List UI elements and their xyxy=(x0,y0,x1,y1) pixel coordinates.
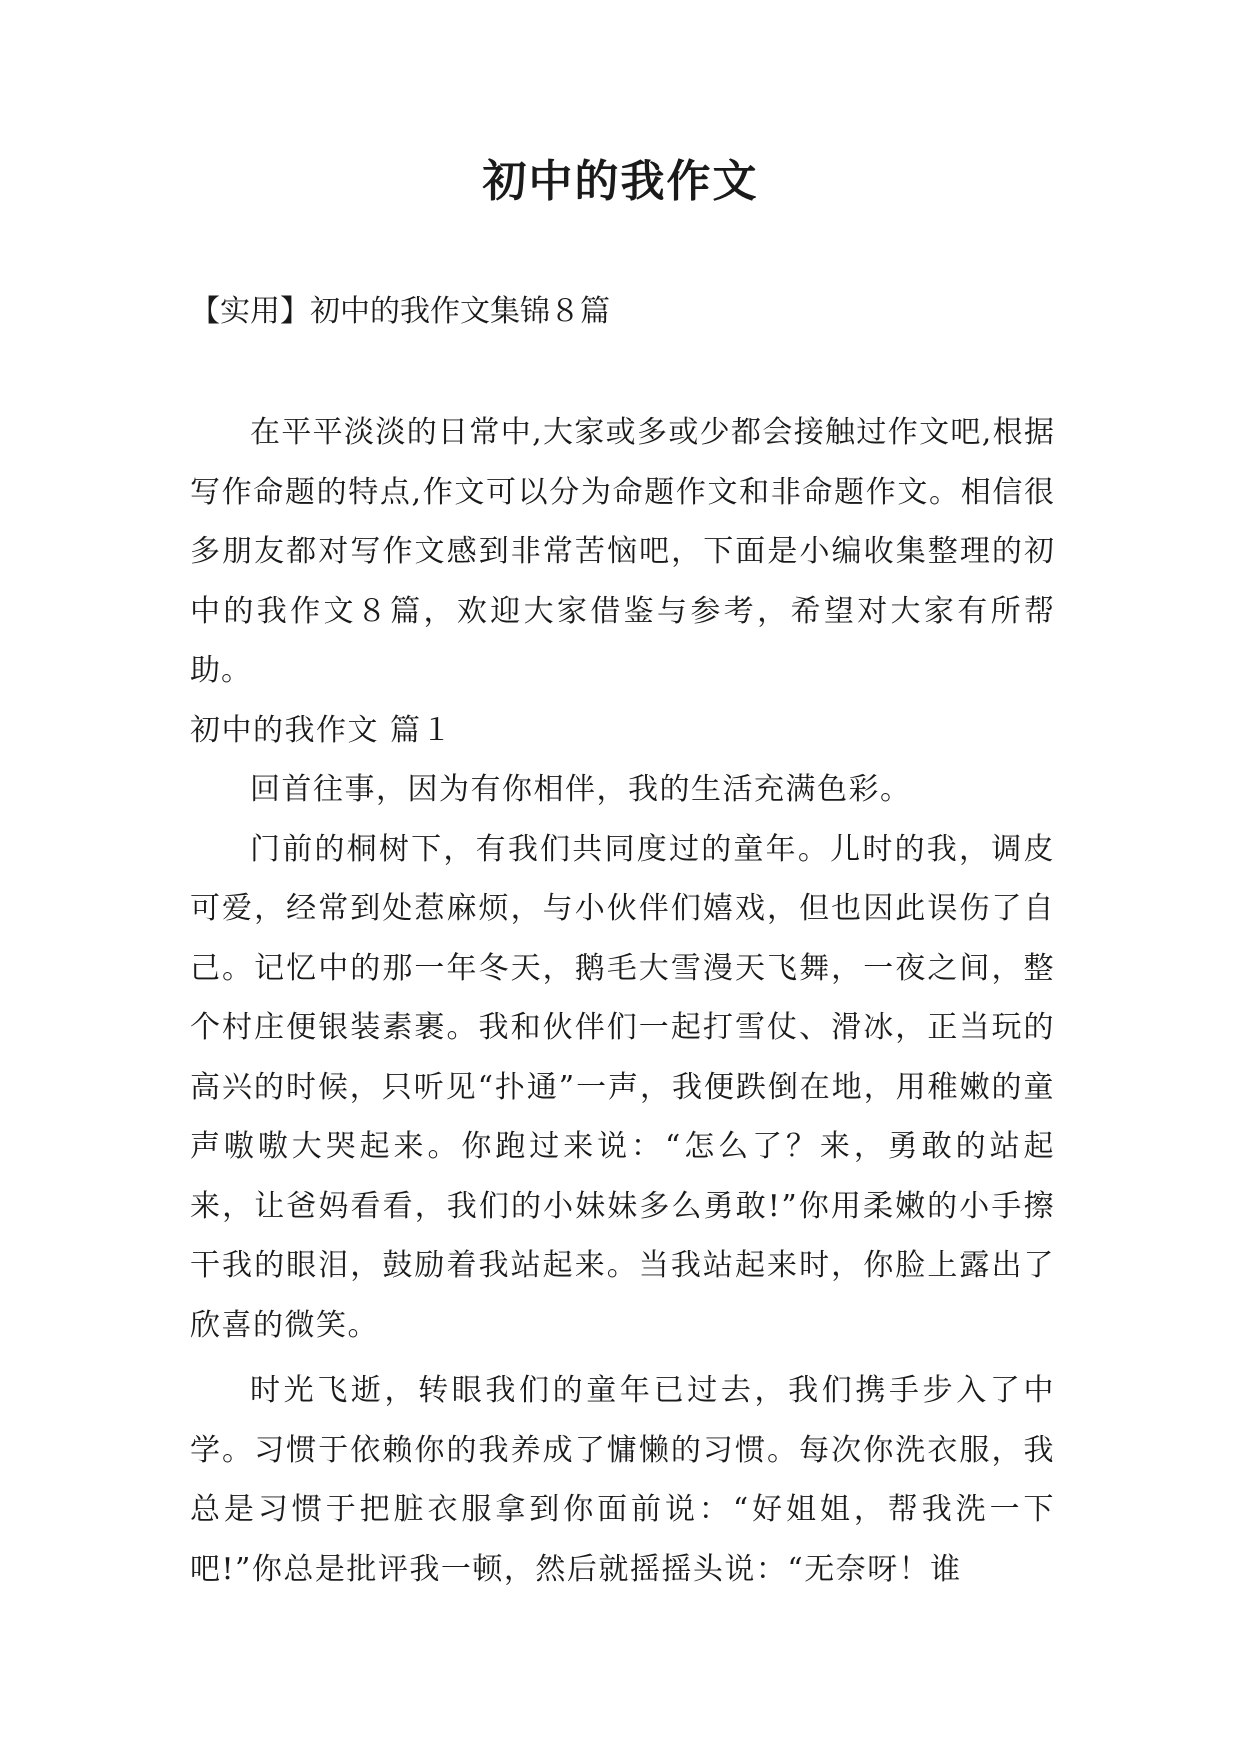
body-paragraph: 门前的桐树下，有我们共同度过的童年。儿时的我，调皮可爱，经常到处惹麻烦，与小伙伴们嬉戏，但也因此误伤了自己。记忆中的那一年冬天，鹅毛大雪漫天飞舞，一夜之间，整个村庄便银装素裹。我和伙伴们一起打雪仗、滑冰，正当玩的高兴的时候，只听见“扑通”一声，我便跌倒在地，用稚嫩的童声嗷嗷大哭起来。你跑过来说：“怎么了？来，勇敢的站起来，让爸妈看看，我们的小妹妹多么勇敢!”你用柔嫩的小手擦干我的眼泪，鼓励着我站起来。当我站起来时，你脸上露出了欣喜的微笑。 xyxy=(190,831,1055,1343)
document-subtitle: 【实用】初中的我作文集锦８篇 xyxy=(190,294,610,329)
section-heading: 初中的我作文 篇１ xyxy=(190,712,454,748)
document-body xyxy=(190,403,1055,1599)
body-paragraph: 回首往事，因为有你相伴，我的生活充满色彩。 xyxy=(250,772,912,807)
body-paragraph: 时光飞逝，转眼我们的童年已过去，我们携手步入了中学。习惯于依赖你的我养成了慵懒的习惯。每次你洗衣服，我总是习惯于把脏衣服拿到你面前说：“好姐姐，帮我洗一下吧!”你总是批评我一顿，然后就摇摇头说：“无奈呀！谁 xyxy=(190,1373,1055,1587)
document-title: 初中的我作文 xyxy=(482,156,759,207)
intro-paragraph: 在平平淡淡的日常中,大家或多或少都会接触过作文吧,根据写作命题的特点,作文可以分为命题作文和非命题作文。相信很多朋友都对写作文感到非常苦恼吧，下面是小编收集整理的初中的我作文８篇，欢迎大家借鉴与参考，希望对大家有所帮助。 xyxy=(190,415,1055,688)
